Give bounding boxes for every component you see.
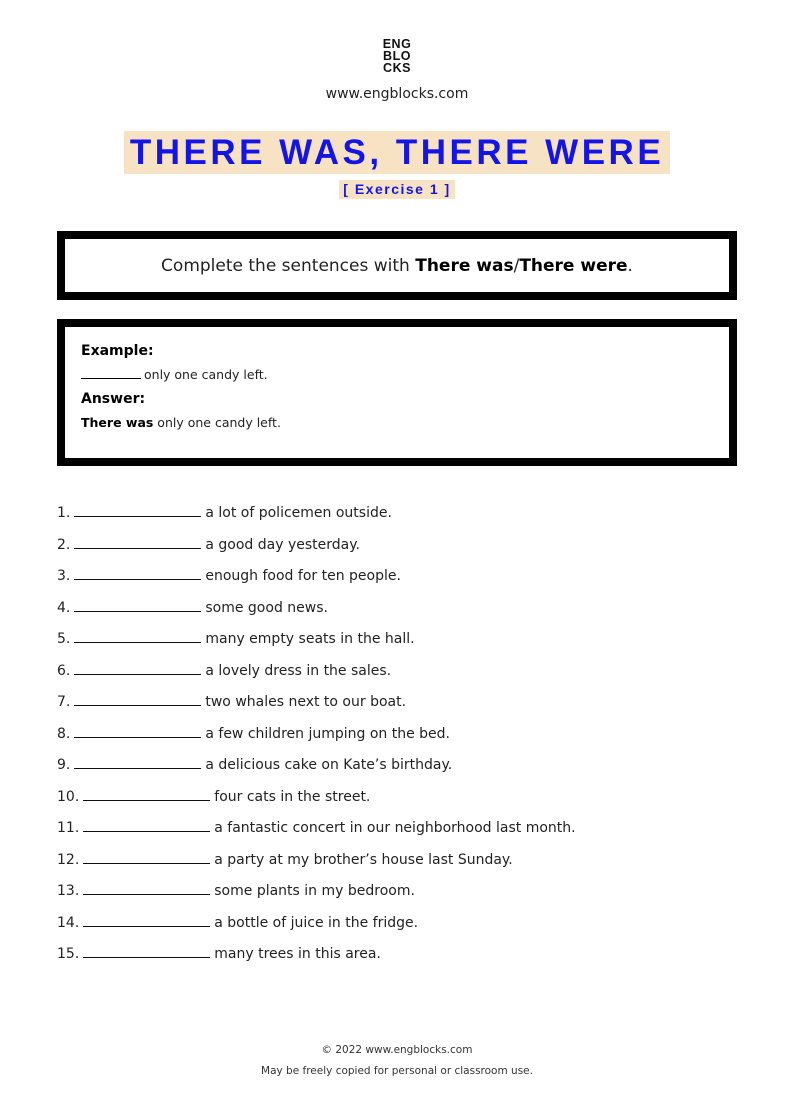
question-text: some plants in my bedroom. xyxy=(214,883,415,899)
instruction-bold-1: There was xyxy=(415,255,514,276)
question-text: two whales next to our boat. xyxy=(205,694,407,710)
subtitle-container xyxy=(0,179,794,199)
answer-blank[interactable] xyxy=(74,661,201,675)
question-item xyxy=(57,629,576,661)
answer-blank[interactable] xyxy=(74,724,201,738)
question-text: some good news. xyxy=(205,599,328,616)
answer-blank[interactable] xyxy=(74,598,201,612)
example-sentence-text: only one candy left. xyxy=(144,367,268,382)
example-sentence xyxy=(81,367,729,382)
question-number: 8. xyxy=(57,725,71,742)
answer-blank[interactable] xyxy=(74,692,201,706)
logo-line-1: ENG xyxy=(382,37,412,51)
answer-blank[interactable] xyxy=(74,629,201,643)
question-text: four cats in the street. xyxy=(214,788,371,805)
answer-blank[interactable] xyxy=(74,535,201,549)
answer-blank[interactable] xyxy=(83,913,210,927)
question-item xyxy=(57,818,576,850)
question-item xyxy=(57,566,576,598)
instruction-prefix: Complete the sentences with xyxy=(161,255,416,276)
question-number: 4. xyxy=(57,599,71,616)
answer-blank[interactable] xyxy=(74,503,201,517)
question-item xyxy=(57,724,576,756)
logo-line-3: CKS xyxy=(383,61,411,75)
example-blank xyxy=(81,367,141,379)
question-number: 2. xyxy=(57,536,71,553)
question-number: 10. xyxy=(57,788,80,805)
example-box xyxy=(57,319,737,466)
question-number: 11. xyxy=(57,820,80,836)
question-number: 12. xyxy=(57,851,80,868)
answer-rest: only one candy left. xyxy=(153,415,281,430)
question-item xyxy=(57,913,576,945)
exercise-label: [ Exercise 1 ] xyxy=(339,180,454,199)
question-text: a lot of policemen outside. xyxy=(205,505,392,521)
question-number: 7. xyxy=(57,694,71,710)
page-title: THERE WAS, THERE WERE xyxy=(124,131,670,174)
question-text: a fantastic concert in our neighborhood last month. xyxy=(214,820,576,836)
question-text: a delicious cake on Kate’s birthday. xyxy=(205,757,453,773)
question-number: 13. xyxy=(57,883,80,899)
question-text: a few children jumping on the bed. xyxy=(205,725,450,742)
engblocks-logo xyxy=(0,38,794,74)
answer-blank[interactable] xyxy=(83,944,210,958)
answer-blank[interactable] xyxy=(74,755,201,769)
answer-blank[interactable] xyxy=(83,818,210,832)
answer-blank[interactable] xyxy=(74,566,201,580)
question-text: many trees in this area. xyxy=(214,946,381,962)
question-number: 6. xyxy=(57,662,71,679)
question-list xyxy=(57,503,576,976)
question-number: 1. xyxy=(57,505,71,521)
answer-label: Answer: xyxy=(81,391,146,407)
question-text: a good day yesterday. xyxy=(205,536,360,553)
answer-blank[interactable] xyxy=(83,787,210,801)
logo-line-2: BLO xyxy=(383,49,411,63)
question-text: a lovely dress in the sales. xyxy=(205,662,392,679)
answer-blank[interactable] xyxy=(83,881,210,895)
question-number: 5. xyxy=(57,631,71,647)
footer-copyright: © 2022 www.engblocks.com xyxy=(321,1044,473,1056)
instruction-text xyxy=(161,256,633,276)
question-number: 3. xyxy=(57,568,71,584)
question-item xyxy=(57,850,576,882)
instruction-separator: / xyxy=(513,255,520,276)
question-item xyxy=(57,944,576,976)
question-text: a party at my brother’s house last Sunday. xyxy=(214,851,513,868)
question-item xyxy=(57,661,576,693)
answer-sentence xyxy=(81,415,729,430)
question-item xyxy=(57,598,576,630)
question-item xyxy=(57,692,576,724)
question-item xyxy=(57,787,576,819)
instruction-bold-2: There were xyxy=(519,255,628,276)
answer-blank[interactable] xyxy=(83,850,210,864)
footer-license: May be freely copied for personal or classroom use. xyxy=(261,1065,533,1077)
instruction-box xyxy=(57,231,737,300)
question-number: 14. xyxy=(57,914,80,931)
example-label: Example: xyxy=(81,343,154,359)
question-item xyxy=(57,503,576,535)
question-item xyxy=(57,755,576,787)
question-item xyxy=(57,535,576,567)
instruction-suffix: . xyxy=(627,255,633,276)
question-text: enough food for ten people. xyxy=(205,568,401,584)
question-text: many empty seats in the hall. xyxy=(205,631,415,647)
title-container xyxy=(0,131,794,174)
answer-bold: There was xyxy=(81,415,154,430)
site-url[interactable]: www.engblocks.com xyxy=(325,86,469,102)
question-number: 15. xyxy=(57,946,80,962)
question-number: 9. xyxy=(57,757,71,773)
question-item xyxy=(57,881,576,913)
question-text: a bottle of juice in the fridge. xyxy=(214,914,419,931)
